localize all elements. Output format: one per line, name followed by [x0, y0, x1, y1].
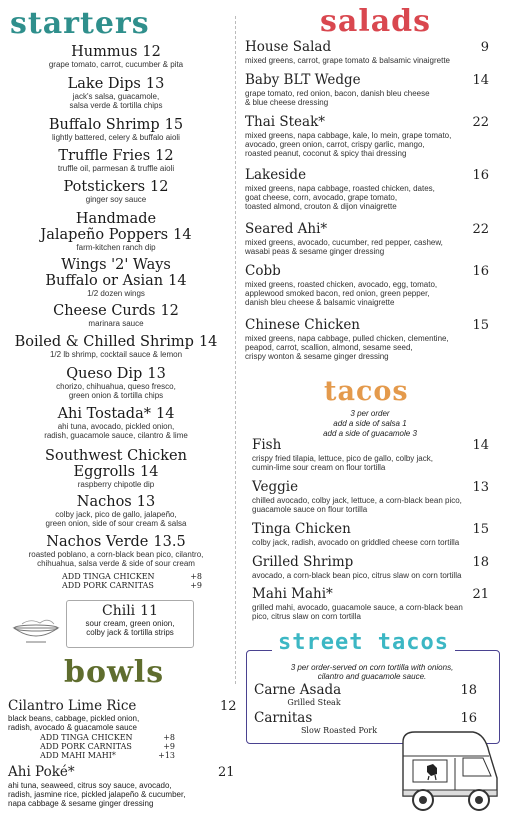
taco-item-desc: avocado, a corn-black bean pico, citrus slaw on corn tortilla: [252, 571, 462, 580]
bowl-item-desc: ahi tuna, seaweed, citrus soy sauce, avocado, radish, jasmine rice, pickled jalapeño & cucumber, napa cabbage & sesame ginger dressing: [8, 781, 186, 808]
menu-item: Nachos 13 colby jack, pico de gallo, jalapeño, green onion, side of sour cream & salsa: [45, 494, 187, 528]
salad-item-name: Lakeside: [245, 167, 307, 183]
menu-item: Ahi Tostada* 14 ahi tuna, avocado, pickled onion, radish, guacamole sauce, cilantro & lime: [44, 406, 188, 440]
salad-item-desc: mixed greens, avocado, cucumber, red pepper, cashew, wasabi peas & sesame ginger dressing: [245, 238, 443, 256]
menu-item: Hummus 12 grape tomato, carrot, cucumber & pita: [48, 44, 184, 69]
menu-item: Cheese Curds 12 marinara sauce: [53, 303, 179, 328]
street-tacos-heading: street tacos: [272, 630, 455, 655]
menu-item: Nachos Verde 13.5 roasted poblano, a corn-black bean pico, cilantro, chihuahua, salsa verde & side of sour cream: [28, 534, 204, 568]
salad-item-price: 14: [472, 73, 489, 88]
bowl-item-desc: black beans, cabbage, pickled onion, radish, avocado & guacamole sauce: [8, 714, 140, 732]
menu-item: Potstickers 12 ginger soy sauce: [63, 179, 169, 204]
column-divider: [235, 16, 236, 684]
salad-item-desc: mixed greens, napa cabbage, kale, lo mein, grape tomato, avocado, green onion, carrot, crispy garlic, mango, roasted peanut, coconut & spicy thai dressing: [245, 131, 452, 158]
salad-item-price: 9: [480, 40, 489, 55]
salad-item-name: Thai Steak*: [245, 114, 325, 130]
taco-item-price: 14: [472, 438, 489, 453]
taco-item-name: Veggie: [252, 479, 299, 495]
menu-item: Southwest Chicken Eggrolls 14 raspberry chipotle dip: [45, 448, 187, 489]
salads-heading: salads: [320, 4, 432, 39]
salad-item-name: Chinese Chicken: [245, 317, 361, 333]
salad-item-price: 15: [472, 318, 489, 333]
street-taco-item-name: Carne Asada: [254, 682, 342, 698]
salad-item-price: 16: [472, 168, 489, 183]
salad-item-desc: mixed greens, napa cabbage, roasted chicken, dates, goat cheese, corn, avocado, grape tomato, toasted almond, crouton & dijon vinaigrette: [245, 184, 435, 211]
salad-item-desc: mixed greens, napa cabbage, pulled chicken, clementine, peapod, carrot, scallion, almond, sesame seed, crispy wonton & sesame ginger dressing: [245, 334, 449, 361]
bowl-item-price: 21: [218, 765, 235, 780]
salad-item-name: Cobb: [245, 263, 281, 279]
salad-item-desc: grape tomato, red onion, bacon, danish bleu cheese & blue cheese dressing: [245, 89, 430, 107]
menu-item: Queso Dip 13 chorizo, chihuahua, queso fresco, green onion & tortilla chips: [56, 366, 176, 400]
menu-item: Truffle Fries 12 truffle oil, parmesan & truffle aioli: [57, 148, 175, 173]
street-taco-item-desc: Slow Roasted Pork: [300, 726, 378, 735]
taco-item-name: Tinga Chicken: [252, 521, 351, 537]
starters-heading: starters: [10, 6, 150, 41]
menu-item: Wings '2' Ways Buffalo or Asian 14 1/2 dozen wings: [45, 257, 187, 298]
street-tacos-note: 3 per order-served on corn tortilla with onions, cilantro and guacamole sauce.: [290, 663, 454, 681]
salad-item-name: Seared Ahi*: [245, 221, 328, 237]
salad-item-desc: mixed greens, carrot, grape tomato & balsamic vinaigrette: [245, 56, 450, 65]
tacos-side-salsa: add a side of salsa 1: [333, 419, 407, 428]
tacos-side-guac: add a side of guacamole 3: [323, 429, 417, 438]
taco-item-name: Mahi Mahi*: [252, 586, 333, 602]
taco-item-name: Fish: [252, 437, 282, 453]
addon-row: ADD TINGA CHICKEN +8: [40, 733, 175, 742]
taco-item-price: 13: [472, 480, 489, 495]
taco-item-desc: colby jack, radish, avocado on griddled cheese corn tortilla: [252, 538, 460, 547]
addon-row: ADD MAHI MAHI* +13: [40, 751, 175, 760]
bowls-heading: bowls: [64, 655, 165, 690]
salad-item-price: 16: [472, 264, 489, 279]
addon-row: ADD TINGA CHICKEN +8: [62, 572, 202, 581]
taco-item-desc: crispy fried tilapia, lettuce, pico de gallo, colby jack, cumin-lime sour cream on flour tortilla: [252, 454, 433, 472]
menu-item: Buffalo Shrimp 15 lightly battered, celery & buffalo aioli: [48, 117, 184, 142]
tacos-note: 3 per order: [350, 409, 390, 418]
addon-row: ADD PORK CARNITAS +9: [40, 742, 175, 751]
taco-item-price: 18: [472, 555, 489, 570]
street-taco-item-desc: Grilled Steak: [287, 698, 341, 707]
menu-item: Lake Dips 13 jack's salsa, guacamole, salsa verde & tortilla chips: [67, 76, 165, 110]
bowl-item-name: Ahi Poké*: [8, 764, 75, 780]
menu-item: Boiled & Chilled Shrimp 14 1/2 lb shrimp, cocktail sauce & lemon: [14, 334, 218, 359]
bowl-item-name: Cilantro Lime Rice: [8, 698, 137, 714]
chili-box: Chili 11 sour cream, green onion, colby jack & tortilla strips: [66, 600, 194, 648]
salad-item-price: 22: [472, 115, 489, 130]
taco-item-desc: chilled avocado, colby jack, lettuce, a corn-black bean pico, guacamole sauce on flour tortilla: [252, 496, 462, 514]
food-truck-icon: [393, 722, 505, 818]
salad-item-price: 22: [472, 222, 489, 237]
taco-item-desc: grilled mahi, avocado, guacamole sauce, a corn-black bean pico, citrus slaw on corn tortilla: [252, 603, 463, 621]
taco-item-price: 15: [472, 522, 489, 537]
taco-item-price: 21: [472, 587, 489, 602]
bowl-item-price: 12: [220, 699, 237, 714]
salad-item-name: House Salad: [245, 39, 332, 55]
taco-item-name: Grilled Shrimp: [252, 554, 354, 570]
chili-bowl-icon: [10, 614, 62, 646]
tacos-heading: tacos: [324, 376, 409, 407]
street-taco-item-price: 16: [460, 711, 477, 726]
salad-item-desc: mixed greens, roasted chicken, avocado, egg, tomato, applewood smoked bacon, red onion, green pepper, danish bleu cheese & balsamic vinaigrette: [245, 280, 438, 307]
street-taco-item-name: Carnitas: [254, 710, 313, 726]
addon-row: ADD PORK CARNITAS +9: [62, 581, 202, 590]
menu-item: Handmade Jalapeño Poppers 14 farm-kitchen ranch dip: [40, 211, 192, 252]
street-taco-item-price: 18: [460, 683, 477, 698]
salad-item-name: Baby BLT Wedge: [245, 72, 361, 88]
